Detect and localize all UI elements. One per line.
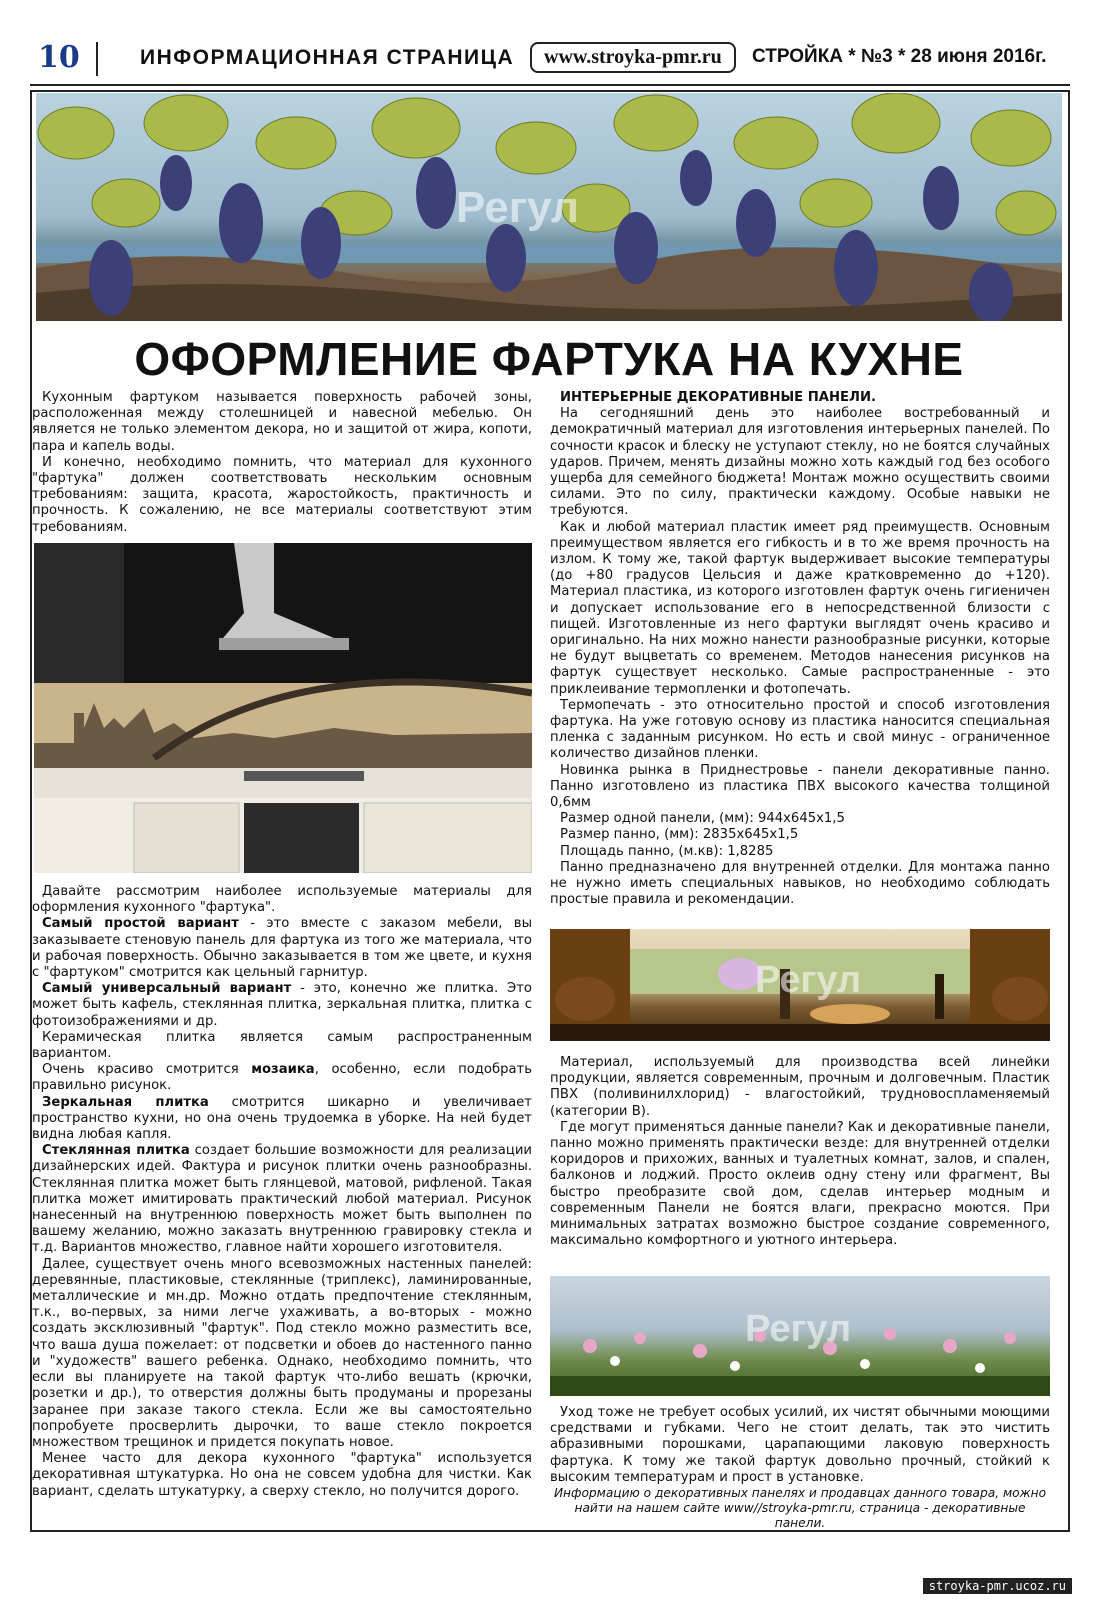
footer-site[interactable]: stroyka-pmr.ucoz.ru [923,1578,1072,1594]
right-paragraph-2: Как и любой материал пластик имеет ряд преимуществ. Основным преимуществом является его гибкость и в то же время прочность на излом. К тому же, такой фартук выдерживает высокие температуры (до +80 градусов Цельсия и даже кратковременно до +120). Материал пластика, из которого изготовлен фартук очень гигиеничен и допускает использование его в непосредственной близости с пищей. Изготовленные из него фартуки выглядят очень красиво и оригинально. На них можно нанести разнообразные рисунки, которые не будут выцветать со временем. Методов нанесения рисунков на фартук существует несколько. Самые распространенные - это приклеивание термопленки и фотопечать. [550,519,1050,697]
meadow-panel-photo [550,1276,1050,1396]
simple-variant-label: Самый простой вариант [42,916,239,932]
mosaic-pre: Очень красиво смотрится [42,1062,252,1078]
right-paragraph-7: Где могут применяться данные панели? Как и декоративные панели, панно можно применять практически везде: для внутренней отделки коридоров и прихожих, ванных и туалетных комнат, залов, и спален, балконов и лоджий. Просто оклеив одну стену или фрагмент, Вы быстро преобразите свой дом, сделав интерьер модным и современным Панели не боятся влаги, прекрасно моются. При минимальных затратах возможно быстрое создание современного, максимально комфортного и уютного интерьера. [550,1119,1050,1249]
grapevine-banner-image [36,93,1062,321]
still-life-panel-photo [550,929,1050,1041]
article-title: ОФОРМЛЕНИЕ ФАРТУКА НА КУХНЕ [134,333,964,385]
page-number: 10 [38,40,80,75]
right-column-top [550,390,1050,909]
left-column-intro [32,390,532,536]
left-column-materials [32,884,532,1500]
intro-paragraph-1: Кухонным фартуком называется поверхность рабочей зоны, расположенная между столешницей и навесной мебелью. Он является не только элементом декора, но и защитой от жира, копоти, пара и капель воды. [32,390,532,454]
intro-paragraph-2: И конечно, необходимо помнить, что материал для кухонного "фартука" должен соответствовать нескольким основным требованиям: защита, красота, жаростойкость, практичность и прочность. К сожалению, не все материалы соответствуют этим требованиям. [32,454,532,535]
header-divider [96,42,98,76]
mirror-text: смотрится шикарно и увеличивает пространство кухни, но она очень трудоемка в уборке. На ней будет видна любая капля. [32,1094,532,1143]
panels-heading: ИНТЕРЬЕРНЫЕ ДЕКОРАТИВНЫЕ ПАНЕЛИ. [560,390,877,405]
right-paragraph-4: Новинка рынка в Приднестровье - панели декоративные панно. Панно изготовлено из пластика ПВХ высокого качества толщиной 0,6мм [550,762,1050,811]
issue-info: СТРОЙКА * №3 * 28 июня 2016г. [752,46,1047,67]
glass-text: создает большие возможности для реализации дизайнерских идей. Фактура и рисунок плитки очень разнообразны. Стеклянная плитка может быть глянцевой, матовой, рифленой. Такая плитка может имитировать практический любой материал. Рисунок нанесенный на внутреннюю поверхность может быть выполнен по вашему желанию, можно заказать внутреннюю гравировку стекла и т.д. Вариантов множество, главное найти хорошего изготовителя. [32,1143,532,1256]
simple-variant-paragraph [32,916,532,981]
right-paragraph-5: Панно предназначено для внутренней отделки. Для монтажа панно не нужно иметь специальных навыков, но необходимо соблюдать простые правила и рекомендации. [550,859,1050,908]
meadow-watermark: Регул [745,1308,852,1350]
still-life-watermark: Регул [755,959,862,1001]
glass-label: Стеклянная плитка [42,1143,190,1159]
section-title: ИНФОРМАЦИОННАЯ СТРАНИЦА [140,46,515,69]
spec-panel-size: Размер одной панели, (мм): 944х645х1,5 [560,811,845,827]
right-paragraph-3: Термопечать - это относительно простой и способ изготовления фартука. На уже готовую основу из пластика наносится специальная пленка с заданным рисунком. Но есть и свой минус - ограниченное количество дизайнов пленки. [550,697,1050,762]
plaster-paragraph: Менее часто для декора кухонного "фартука" используется декоративная штукатурка. Но она не совсем удобна для чистки. Как вариант, сделать штукатурку, а сверху стекло, но получится дорого. [32,1451,532,1499]
info-note: Информацию о декоративных панелях и продавцах данного товара, можно найти на нашем сайте www//stroyka-pmr.ru, страница - декоративные панели. [553,1486,1047,1531]
mirror-label: Зеркальная плитка [42,1094,209,1110]
kitchen-illustration [34,543,532,873]
mosaic-paragraph [32,1062,532,1094]
glass-paragraph [32,1143,532,1256]
spec-panno-size: Размер панно, (мм): 2835х645х1,5 [560,827,799,843]
right-paragraph-1: На сегодняшний день это наиболее востребованный и демократичный материал для изготовления интерьерных панелей. По сочности красок и блеску не уступают стеклу, но не боятся случайных ударов. Причем, менять дизайны можно хоть каждый год без особого ущерба для семейного бюджета! Монтаж можно осуществить своими силами. Это по силу, практически каждому. Особые навыки не требуются. [550,406,1050,519]
spec-area: Площадь панно, (м.кв): 1,8285 [560,843,774,859]
mosaic-post: , особенно, если подобрать правильно рисунок. [32,1062,532,1094]
right-paragraph-6: Материал, используемый для производства всей линейки продукции, является современным, прочным и долговечным. Пластик ПВХ (поливинилхлорид) - влагостойкий, трудновоспламеняемый (категории В). [550,1055,1050,1119]
right-column-bottom [550,1405,1050,1531]
mirror-paragraph [32,1095,532,1144]
mosaic-label: мозаика [251,1062,315,1078]
universal-variant-paragraph [32,981,532,1030]
site-link[interactable]: www.stroyka-pmr.ru [530,42,736,73]
ceramic-paragraph: Керамическая плитка является самым распространенным вариантом. [32,1029,532,1062]
header-rule [30,84,1070,86]
universal-variant-label: Самый универсальный вариант [42,981,292,997]
page-header [30,36,1070,86]
kitchen-photo [34,543,532,873]
universal-variant-text: - это, конечно же плитка. Это может быть кафель, стеклянная плитка, зеркальная плитка, плитка с фотоизображениями и др. [32,981,533,1029]
consider-paragraph: Давайте рассмотрим наиболее используемые материалы для оформления кухонного "фартука". [32,884,532,916]
banner-watermark: Регул [456,183,579,232]
right-paragraph-8: Уход тоже не требует особых усилий, их чистят обычными моющими средствами и губками. Чего не стоит делать, так это чистить абразивными порошками, царапающими лаковую поверхность фартука. К тому же такой фартук довольно прочный, стойкий к высоким температурам и прост в установке. [550,1405,1050,1485]
simple-variant-text: - это вместе с заказом мебели, вы заказываете стеновую панель для фартука из того же материала, что и рабочая поверхность. Обычно заказывается в том же цвете, и кухня с "фартуком" смотрится как цельный гарнитур. [32,916,532,981]
panels-paragraph: Далее, существует очень много всевозможных настенных панелей: деревянные, пластиковые, стеклянные (триплекс), ламинированные, металлические и мн.др. Можно отдать предпочтение стеклянным, т.к., во-первых, за ними легче ухаживать, а во-вторых - можно создать эксклюзивный "фартук". Под стекло можно разместить все, что ваша душа пожелает: от подсветки и обоев до настенного панно и "художеств" вашего ребенка. Однако, необходимо помнить, что если вы планируете на такой фартук что-либо вешать (крючки, розетки и др.), то отверстия должны быть продуманы и прорезаны заранее при заказе такого стекла. Если же вы самостоятельно попробуете просверлить дырочки, то ваше стекло покроется множеством трещинок и придется покупать новое. [32,1256,532,1450]
right-column-middle [550,1055,1050,1249]
